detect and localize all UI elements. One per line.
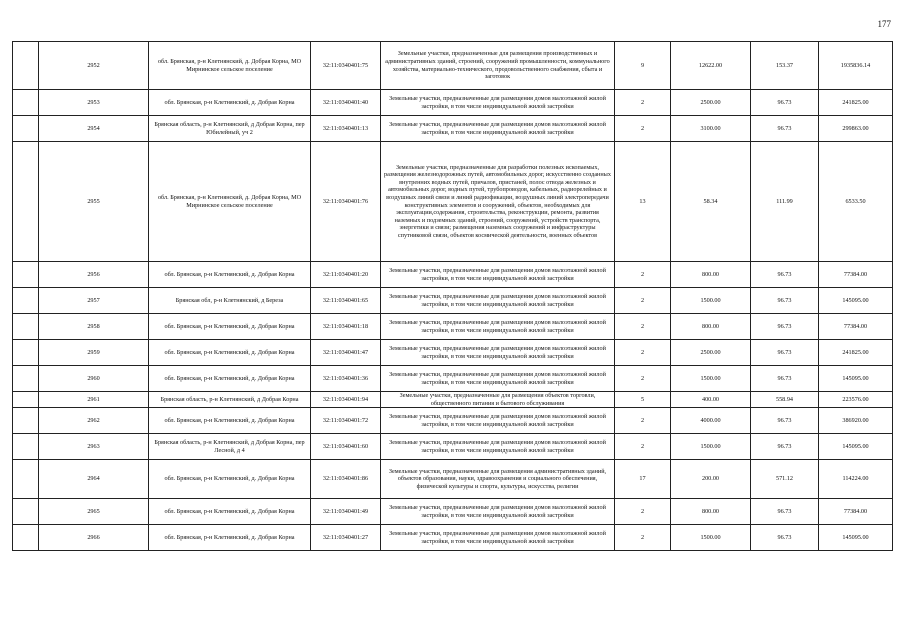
land-use-cell: Земельные участки, предназначенные для размещения домов малоэтажной жилой застройки, в том числе индивидуальной жилой застройки	[381, 116, 615, 142]
group-cell: 2	[615, 90, 671, 116]
address-cell: обл. Брянская, р-н Клетнянский, д. Добрая Корна	[149, 262, 311, 288]
cadastral-value-cell: 77384.00	[819, 262, 893, 288]
group-cell: 9	[615, 42, 671, 90]
cadastral-value-cell: 77384.00	[819, 314, 893, 340]
rate-cell: 111.99	[751, 142, 819, 262]
spacer-cell	[13, 142, 39, 262]
address-cell: обл. Брянская, р-н Клетнянский, д. Добрая Корна	[149, 499, 311, 525]
address-cell: обл. Брянская, р-н Клетнянский, д. Добрая Корна	[149, 340, 311, 366]
area-cell: 800.00	[671, 499, 751, 525]
cadastral-value-cell: 145095.00	[819, 434, 893, 460]
land-use-cell: Земельные участки, предназначенные для размещения домов малоэтажной жилой застройки, в том числе индивидуальной жилой застройки	[381, 499, 615, 525]
cadastral-value-cell: 241825.00	[819, 90, 893, 116]
cadastral-value-cell: 386920.00	[819, 408, 893, 434]
area-cell: 4000.00	[671, 408, 751, 434]
cadastral-value-cell: 223576.00	[819, 392, 893, 408]
cadastral-value-cell: 145095.00	[819, 288, 893, 314]
rate-cell: 96.73	[751, 366, 819, 392]
rate-cell: 96.73	[751, 408, 819, 434]
area-cell: 58.34	[671, 142, 751, 262]
area-cell: 2500.00	[671, 340, 751, 366]
cadastral-number-cell: 32:11:0340401:27	[311, 525, 381, 551]
cadastral-number-cell: 32:11:0340401:18	[311, 314, 381, 340]
area-cell: 800.00	[671, 314, 751, 340]
area-cell: 1500.00	[671, 525, 751, 551]
spacer-cell	[13, 434, 39, 460]
row-number: 2963	[39, 434, 149, 460]
rate-cell: 96.73	[751, 262, 819, 288]
spacer-cell	[13, 499, 39, 525]
table-row	[13, 392, 893, 408]
row-number: 2954	[39, 116, 149, 142]
area-cell: 200.00	[671, 460, 751, 499]
cadastral-number-cell: 32:11:0340401:36	[311, 366, 381, 392]
address-cell: обл. Брянская, р-н Клетнянский, д. Добрая Корна	[149, 366, 311, 392]
table-row	[13, 288, 893, 314]
spacer-cell	[13, 42, 39, 90]
spacer-cell	[13, 460, 39, 499]
rate-cell: 96.73	[751, 314, 819, 340]
address-cell: обл. Брянская, р-н Клетнянский, д. Добрая Корна, МО Мирнинское сельское поселение	[149, 42, 311, 90]
table-row	[13, 525, 893, 551]
spacer-cell	[13, 262, 39, 288]
table-row	[13, 90, 893, 116]
land-use-cell: Земельные участки, предназначенные для размещения домов малоэтажной жилой застройки, в том числе индивидуальной жилой застройки	[381, 434, 615, 460]
spacer-cell	[13, 90, 39, 116]
group-cell: 2	[615, 366, 671, 392]
cadastral-number-cell: 32:11:0340401:72	[311, 408, 381, 434]
rate-cell: 571.12	[751, 460, 819, 499]
address-cell: обл. Брянская, р-н Клетнянский, д. Добрая Корна	[149, 314, 311, 340]
cadastral-number-cell: 32:11:0340401:75	[311, 42, 381, 90]
spacer-cell	[13, 408, 39, 434]
rate-cell: 558.94	[751, 392, 819, 408]
page-number: 177	[877, 19, 891, 29]
land-use-cell: Земельные участки, предназначенные для размещения домов малоэтажной жилой застройки, в том числе индивидуальной жилой застройки	[381, 340, 615, 366]
address-cell: обл. Брянская, р-н Клетнянский, д. Добрая Корна	[149, 525, 311, 551]
land-use-cell: Земельные участки, предназначенные для размещения домов малоэтажной жилой застройки, в том числе индивидуальной жилой застройки	[381, 525, 615, 551]
table-row	[13, 314, 893, 340]
land-use-cell: Земельные участки, предназначенные для размещения домов малоэтажной жилой застройки, в том числе индивидуальной жилой застройки	[381, 262, 615, 288]
table-row	[13, 460, 893, 499]
cadastral-value-cell: 6533.50	[819, 142, 893, 262]
cadastral-value-cell: 145095.00	[819, 366, 893, 392]
row-number: 2965	[39, 499, 149, 525]
land-use-cell: Земельные участки, предназначенные для размещения производственных и административных зданий, строений, сооружений промышленности, коммунального хозяйства, материально-технического, продовольственного снабжения, сбыта и заготовок	[381, 42, 615, 90]
address-cell: обл. Брянская, р-н Клетнянский, д. Добрая Корна, МО Мирнинское сельское поселение	[149, 142, 311, 262]
group-cell: 2	[615, 262, 671, 288]
address-cell: Брянская обл, р-н Клетнянский, д Береза	[149, 288, 311, 314]
spacer-cell	[13, 392, 39, 408]
group-cell: 2	[615, 340, 671, 366]
land-use-cell: Земельные участки, предназначенные для размещения домов малоэтажной жилой застройки, в том числе индивидуальной жилой застройки	[381, 90, 615, 116]
land-use-cell: Земельные участки, предназначенные для разработки полезных ископаемых, размещения железнодорожных путей, автомобильных дорог, искусственно созданных внутренних водных путей, причалов, пристаней, полос отвода железных и автомобильных дорог, водных путей, трубопроводов, кабельных, радиорелейных и воздушных линий связи и линий радиофикации, воздушных линий электропередачи конструктивных элементов и сооружений, объектов, необходимых для эксплуатации,содержания, строительства, реконструкции, ремонта, развития наземных и подземных зданий, строений, сооружений, устройств транспорта, энергетики и связи; размещения наземных сооружений и инфраструктуры спутниковой связи, объектов космической деятельности, военных объектов	[381, 142, 615, 262]
cadastral-value-table	[12, 41, 893, 551]
cadastral-value-cell: 1935836.14	[819, 42, 893, 90]
group-cell: 5	[615, 392, 671, 408]
table-row	[13, 366, 893, 392]
land-use-cell: Земельные участки, предназначенные для размещения домов малоэтажной жилой застройки, в том числе индивидуальной жилой застройки	[381, 288, 615, 314]
table-row	[13, 499, 893, 525]
row-number: 2962	[39, 408, 149, 434]
rate-cell: 96.73	[751, 340, 819, 366]
group-cell: 2	[615, 434, 671, 460]
cadastral-value-cell: 145095.00	[819, 525, 893, 551]
area-cell: 1500.00	[671, 434, 751, 460]
cadastral-value-cell: 114224.00	[819, 460, 893, 499]
row-number: 2959	[39, 340, 149, 366]
table-row	[13, 408, 893, 434]
spacer-cell	[13, 366, 39, 392]
area-cell: 3100.00	[671, 116, 751, 142]
group-cell: 2	[615, 314, 671, 340]
row-number: 2964	[39, 460, 149, 499]
row-number: 2961	[39, 392, 149, 408]
land-use-cell: Земельные участки, предназначенные для размещения объектов торговли, общественного питания и бытового обслуживания	[381, 392, 615, 408]
spacer-cell	[13, 525, 39, 551]
row-number: 2966	[39, 525, 149, 551]
address-cell: обл. Брянская, р-н Клетнянский, д. Добрая Корна	[149, 460, 311, 499]
cadastral-value-cell: 77384.00	[819, 499, 893, 525]
area-cell: 400.00	[671, 392, 751, 408]
spacer-cell	[13, 340, 39, 366]
spacer-cell	[13, 288, 39, 314]
row-number: 2952	[39, 42, 149, 90]
row-number: 2957	[39, 288, 149, 314]
row-number: 2955	[39, 142, 149, 262]
group-cell: 2	[615, 116, 671, 142]
spacer-cell	[13, 314, 39, 340]
group-cell: 2	[615, 408, 671, 434]
address-cell: Брянская область, р-н Клетнянский, д Добрая Корна, пер Лесной, д 4	[149, 434, 311, 460]
cadastral-number-cell: 32:11:0340401:65	[311, 288, 381, 314]
table-row	[13, 434, 893, 460]
row-number: 2958	[39, 314, 149, 340]
address-cell: обл. Брянская, р-н Клетнянский, д. Добрая Корна	[149, 408, 311, 434]
cadastral-number-cell: 32:11:0340401:76	[311, 142, 381, 262]
cadastral-number-cell: 32:11:0340401:40	[311, 90, 381, 116]
row-number: 2953	[39, 90, 149, 116]
area-cell: 1500.00	[671, 366, 751, 392]
cadastral-number-cell: 32:11:0340401:20	[311, 262, 381, 288]
cadastral-number-cell: 32:11:0340401:94	[311, 392, 381, 408]
area-cell: 2500.00	[671, 90, 751, 116]
rate-cell: 96.73	[751, 288, 819, 314]
table-row	[13, 142, 893, 262]
address-cell: Брянская область, р-н Клетнянский, д Добрая Корна, пер Юбилейный, уч 2	[149, 116, 311, 142]
table-row	[13, 116, 893, 142]
group-cell: 2	[615, 288, 671, 314]
land-use-cell: Земельные участки, предназначенные для размещения домов малоэтажной жилой застройки, в том числе индивидуальной жилой застройки	[381, 408, 615, 434]
group-cell: 13	[615, 142, 671, 262]
cadastral-number-cell: 32:11:0340401:49	[311, 499, 381, 525]
area-cell: 800.00	[671, 262, 751, 288]
row-number: 2960	[39, 366, 149, 392]
cadastral-value-cell: 299863.00	[819, 116, 893, 142]
table-row	[13, 340, 893, 366]
address-cell: Брянская область, р-н Клетнянский, д Добрая Корна	[149, 392, 311, 408]
land-use-cell: Земельные участки, предназначенные для размещения административных зданий, объектов образования, науки, здравоохранения и социального обеспечения, физической культуры и спорта, культуры, искусства, религии	[381, 460, 615, 499]
rate-cell: 96.73	[751, 116, 819, 142]
cadastral-number-cell: 32:11:0340401:86	[311, 460, 381, 499]
land-use-cell: Земельные участки, предназначенные для размещения домов малоэтажной жилой застройки, в том числе индивидуальной жилой застройки	[381, 314, 615, 340]
rate-cell: 153.37	[751, 42, 819, 90]
cadastral-number-cell: 32:11:0340401:13	[311, 116, 381, 142]
table-row	[13, 42, 893, 90]
rate-cell: 96.73	[751, 499, 819, 525]
cadastral-number-cell: 32:11:0340401:60	[311, 434, 381, 460]
rate-cell: 96.73	[751, 434, 819, 460]
area-cell: 1500.00	[671, 288, 751, 314]
group-cell: 2	[615, 525, 671, 551]
rate-cell: 96.73	[751, 525, 819, 551]
cadastral-value-cell: 241825.00	[819, 340, 893, 366]
table-row	[13, 262, 893, 288]
land-use-cell: Земельные участки, предназначенные для размещения домов малоэтажной жилой застройки, в том числе индивидуальной жилой застройки	[381, 366, 615, 392]
area-cell: 12622.00	[671, 42, 751, 90]
rate-cell: 96.73	[751, 90, 819, 116]
address-cell: обл. Брянская, р-н Клетнянский, д. Добрая Корна	[149, 90, 311, 116]
group-cell: 17	[615, 460, 671, 499]
spacer-cell	[13, 116, 39, 142]
group-cell: 2	[615, 499, 671, 525]
cadastral-number-cell: 32:11:0340401:47	[311, 340, 381, 366]
row-number: 2956	[39, 262, 149, 288]
